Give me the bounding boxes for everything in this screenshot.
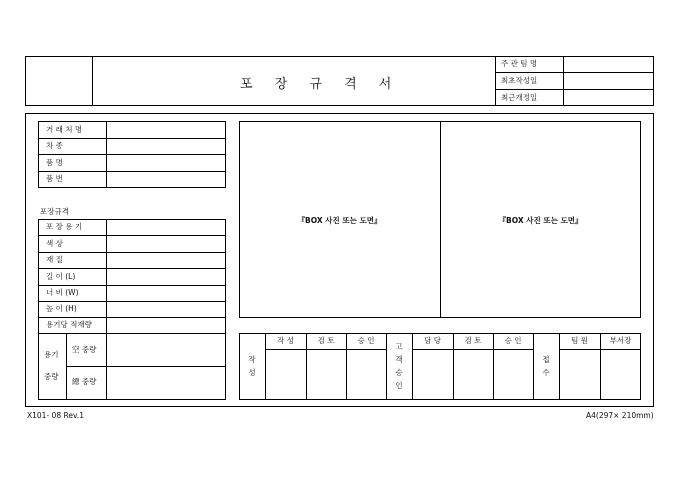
approval-col-receipt-member: 팀 원: [571, 336, 588, 345]
meta-label-created: 최초작성일: [501, 76, 538, 85]
approval-col-customer-charge: 담 당: [424, 336, 441, 345]
spec-row-line-3: [38, 268, 226, 269]
header-meta-line-2: [495, 89, 654, 90]
spec-label-color: 색 상: [46, 239, 63, 248]
header-divider-right: [495, 56, 496, 106]
client-label-vehicle: 차 종: [46, 141, 63, 150]
client-label-part-no: 품 번: [46, 174, 63, 183]
weight-label-net: 總 중량: [72, 377, 97, 386]
spec-label-width: 너 비 (W): [46, 288, 79, 297]
appr-head-line-receipt: [559, 349, 641, 350]
approval-col-customer-approve: 승 인: [504, 336, 522, 345]
meta-label-team: 주 관 팀 명: [501, 59, 538, 68]
doc-number: X101- 08 Rev.1: [27, 411, 84, 420]
spec-label-height: 높 이 (H): [46, 304, 77, 313]
client-label-customer: 거 래 처 명: [46, 125, 83, 134]
approval-col-author-write: 작 성: [277, 336, 294, 345]
spec-label-load: 용기당 적재량: [46, 320, 92, 329]
spec-row-line-4: [38, 285, 226, 286]
header-divider-left: [92, 56, 93, 106]
approval-col-customer-review: 검 토: [464, 336, 482, 345]
approval-group-customer: 고객승인: [395, 342, 403, 390]
appr-head-line-customer: [412, 349, 533, 350]
spec-label-container: 포 장 용 기: [46, 222, 83, 231]
photo-placeholder-left: 『BOX 사진 또는 도면』: [297, 216, 382, 225]
paper-size: A4(297× 210mm): [586, 411, 654, 420]
header-meta-line-1: [495, 72, 654, 73]
weight-row-line: [66, 366, 226, 367]
client-label-product: 품 명: [46, 158, 63, 167]
photo-placeholder-right: 『BOX 사진 또는 도면』: [498, 216, 583, 225]
client-row-line-2: [38, 154, 226, 155]
appr-v-8: [533, 333, 534, 400]
client-row-line-1: [38, 138, 226, 139]
approval-col-receipt-head: 부서장: [609, 336, 632, 345]
weight-label-container: 용기: [44, 350, 59, 359]
spec-section-label: 포장규격: [40, 207, 69, 216]
appr-head-line-author: [265, 349, 386, 350]
approval-col-author-review: 검 토: [317, 336, 335, 345]
spec-row-line-2: [38, 252, 226, 253]
approval-group-author: 작성: [248, 355, 256, 377]
spec-divider: [106, 219, 107, 333]
spec-label-length: 길 이 (L): [46, 272, 76, 281]
approval-group-receipt: 접수: [542, 355, 550, 377]
spec-row-line-6: [38, 317, 226, 318]
page-title: 포 장 규 격 서: [240, 77, 401, 92]
appr-v-4: [386, 333, 387, 400]
spec-row-line-5: [38, 301, 226, 302]
spec-row-line-1: [38, 235, 226, 236]
spec-label-material: 재 질: [46, 255, 63, 264]
weight-label-gross: 空 중량: [72, 345, 97, 354]
meta-label-revised: 최근개정일: [501, 93, 538, 102]
client-row-line-3: [38, 171, 226, 172]
weight-label-weight: 중량: [44, 372, 59, 381]
header-divider-meta: [563, 56, 564, 106]
approval-col-author-approve: 승 인: [357, 336, 375, 345]
